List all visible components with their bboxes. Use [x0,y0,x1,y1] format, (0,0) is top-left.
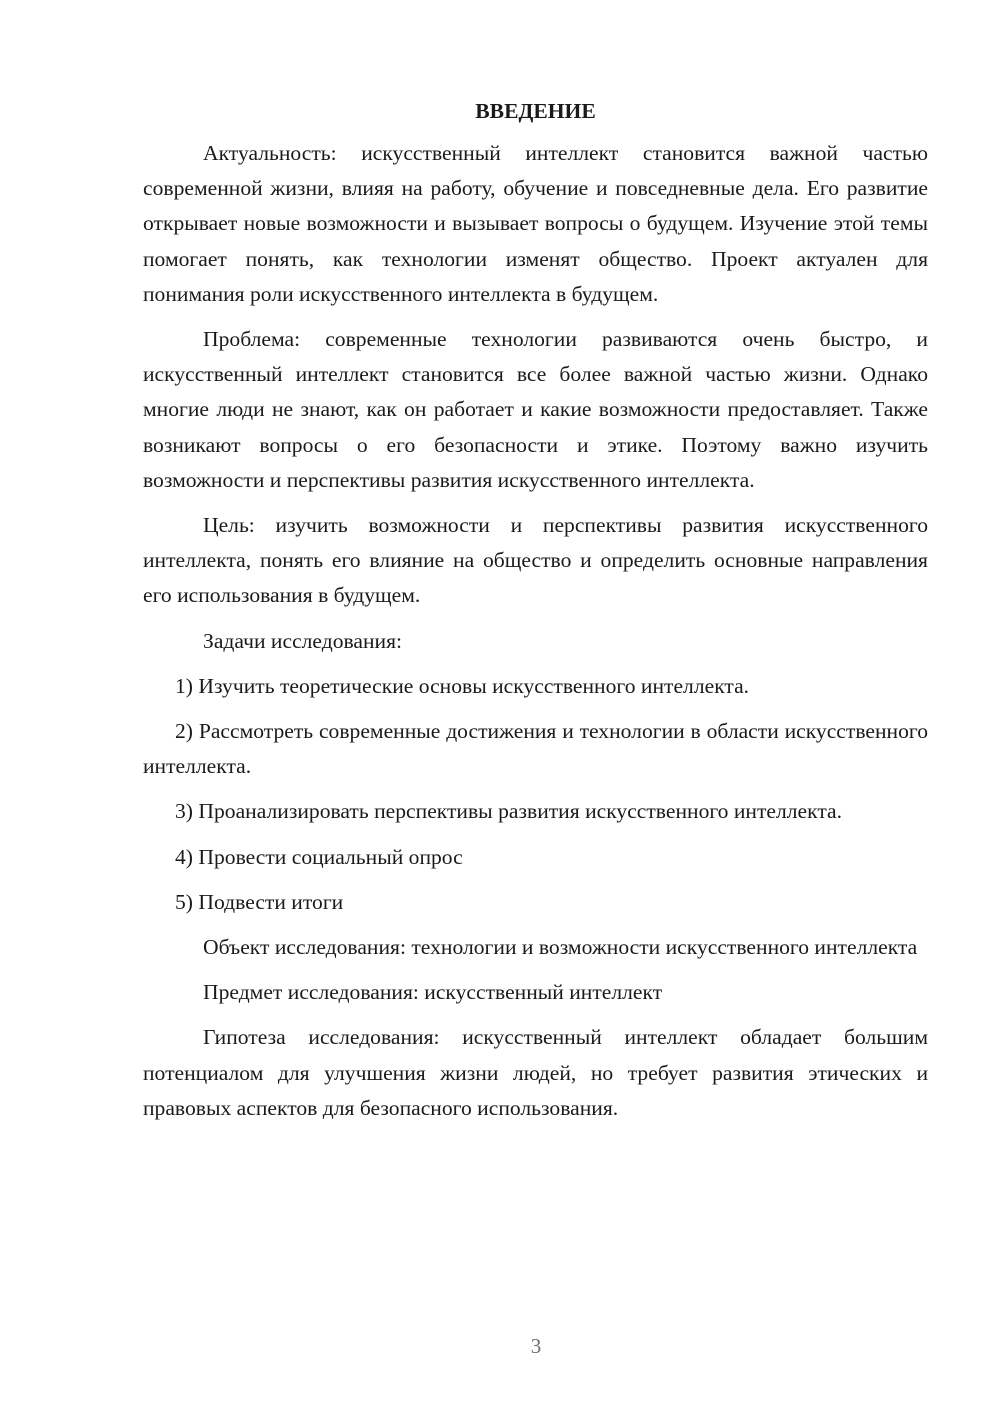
page-heading: ВВЕДЕНИЕ [475,99,596,123]
task-item-2: 2) Рассмотреть современные достижения и технологии в области искусственного интеллекта. [143,719,928,779]
task-item-1: 1) Изучить теоретические основы искусственного интеллекта. [175,673,750,698]
paragraph-problem: Проблема: современные технологии развиваются очень быстро, и искусственный интеллект становится все более важной частью жизни. Однако многие люди не знают, как он работает и какие возможности предоставляет. Также возникают вопросы о его безопасности и этике. Поэтому важно изучить возможности и перспективы развития искусственного интеллекта. [143,327,928,492]
page-body [143,96,928,1136]
page-number-text: 3 [530,1334,542,1358]
paragraph-relevance: Актуальность: искусственный интеллект становится важной частью современной жизни, влияя на работу, обучение и повседневные дела. Его развитие открывает новые возможности и вызывает вопросы о будущем. Изучение этой темы помогает понять, как технологии изменят общество. Проект актуален для понимания роли искусственного интеллекта в будущем. [143,141,928,306]
paragraph-object: Объект исследования: технологии и возможности искусственного интеллекта [203,935,918,960]
paragraph-goal: Цель: изучить возможности и перспективы развития искусственного интеллекта, понять его влияние на общество и определить основные направления его использования в будущем. [143,513,928,608]
task-item-3: 3) Проанализировать перспективы развития искусственного интеллекта. [175,799,843,824]
page-number [0,1334,1000,1359]
paragraph-subject: Предмет исследования: искусственный интеллект [203,980,663,1005]
paragraph-hypothesis: Гипотеза исследования: искусственный интеллект обладает большим потенциалом для улучшения жизни людей, но требует развития этических и правовых аспектов для безопасного использования. [143,1025,928,1120]
task-item-4: 4) Провести социальный опрос [175,844,463,869]
tasks-heading: Задачи исследования: [203,628,403,653]
task-item-5: 5) Подвести итоги [175,889,344,914]
